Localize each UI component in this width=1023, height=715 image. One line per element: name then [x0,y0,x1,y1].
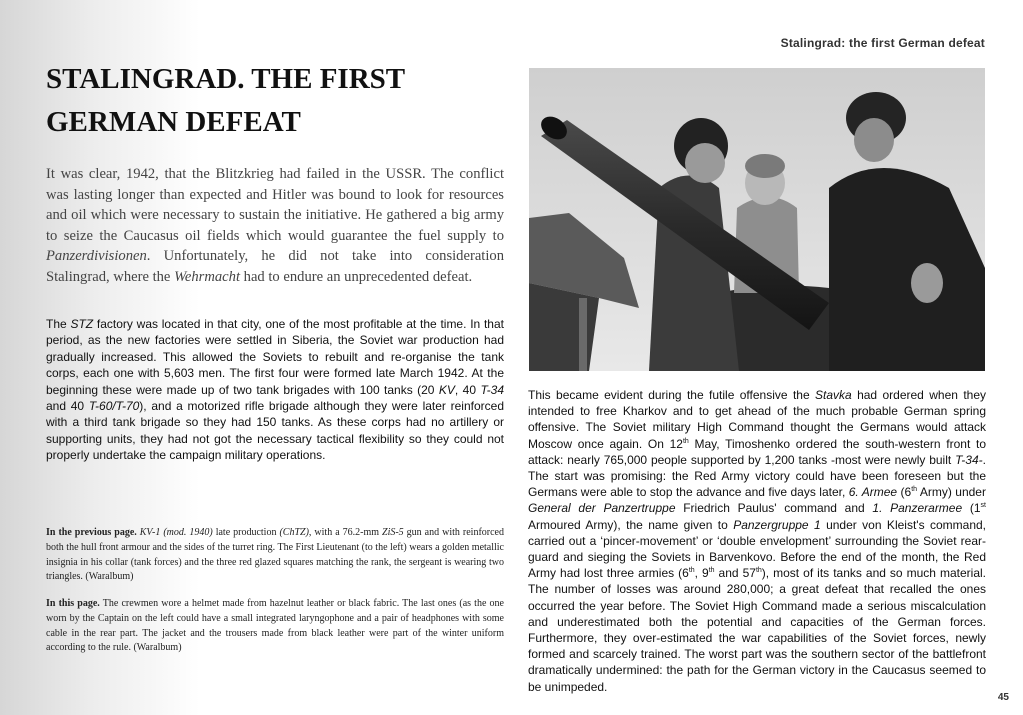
body-paragraph-right: This became evident during the futile offensive the Stavka had ordered when they intended to free Kharkov and to get ahead of the much probable German spring offensive. The Soviet military High Command thought the Germans would attack Moscow once again. On 12th May, Timoshenko ordered the south-western front to attack: nearly 765,000 people supported by 1,200 tanks -most were newly built T-34-. The start was promising: the Red Army victory could have been foreseen but the Germans were able to stop the advance and five days later, 6. Armee (6th Army) under General der Panzertruppe Friedrich Paulus' command and 1. Panzerarmee (1st Armoured Army), the name given to Panzergruppe 1 under von Kleist's command, carried out a ‘pincer-movement’ or ‘double envelopment’ surrounding the Soviet rear-guard and sieging the Soviets in Barvenkovo. Before the end of the month, the Red Army had lost three armies (6th, 9th and 57th), most of its tanks and so much material. The number of losses was around 280,000; a great defeat that recalled the ones occurred the year before. The Soviet High Command made a serious miscalculation and underestimated both the potential and capacities of the German forces. Furthermore, they over-estimated the war capabilities of the Soviet forces, newly formed and scarcely trained. The worst part was the southern sector of the battlefront dramatically undermined: the path for the German victory in the Caucasus seemed to be unimpeded. [528,388,986,694]
body-paragraph-left: The STZ factory was located in that city, one of the most profitable at the time. In that period, as the new factories were settled in Siberia, the Soviet war production had gradually increased. This allowed the Soviets to rebuilt and re-organise the tank corps, each one with 5,603 men. The first four were formed late March 1942. At the beginning these were made up of two tank brigades with 100 tanks (20 KV, 40 T-34 and 40 T-60/T-70), and a motorized rifle brigade although they were later reinforced with a third tank brigade so they had 150 tanks. As these corps had no artillery or supporting units, they had not got the necessary tactical flexibility so they could not properly undertake the campaign military operations. [46,317,505,463]
title-line-2: GERMAN DEFEAT [46,106,301,138]
photo-tank-crew-with-child [529,68,985,371]
page-title [46,58,486,144]
caption-label: In this page. [46,598,100,609]
caption-previous-page: In the previous page. KV-1 (mod. 1940) late production (ChTZ), with a 76.2-mm ZiS-5 gun and with reinforced both the hull front armour and the sides of the turret ring. The First Lieutenant (to the left) wears a golden metallic insignia in his collar (tank forces) and the three red glazed squares matching the rank, the sergeant is wearing two triangles. (Waralbum) [46,527,504,583]
lead-paragraph: It was clear, 1942, that the Blitzkrieg had failed in the USSR. The conflict was lasting longer than expected and Hitler was bound to look for resources and oil which were necessary to sustain the initiative. He gathered a big army to seize the Caucasus oil fields which would guarantee the fuel supply to Panzerdivisionen. Unfortunately, he did not take into consideration Stalingrad, where the Wehrmacht had to endure an unprecedented defeat. [46,166,504,285]
italic-term: Wehrmacht [174,268,240,285]
page-number: 45 [997,692,1009,703]
title-line-1: STALINGRAD. THE FIRST [46,63,406,95]
italic-term: Panzerdivisionen [46,248,147,265]
caption-this-page: In this page. The crewmen wore a helmet made from hazelnut leather or black fabric. The last ones (as the one worn by the Captain on the left could have a small integrated laryngophone and a pair of headphones with some cable in the rear part. The jacket and the trousers made from black leather were part of the winter uniform according to the rule. (Waralbum) [46,598,504,654]
running-head: Stalingrad: the first German defeat [780,36,985,50]
caption-label: In the previous page. [46,527,137,538]
